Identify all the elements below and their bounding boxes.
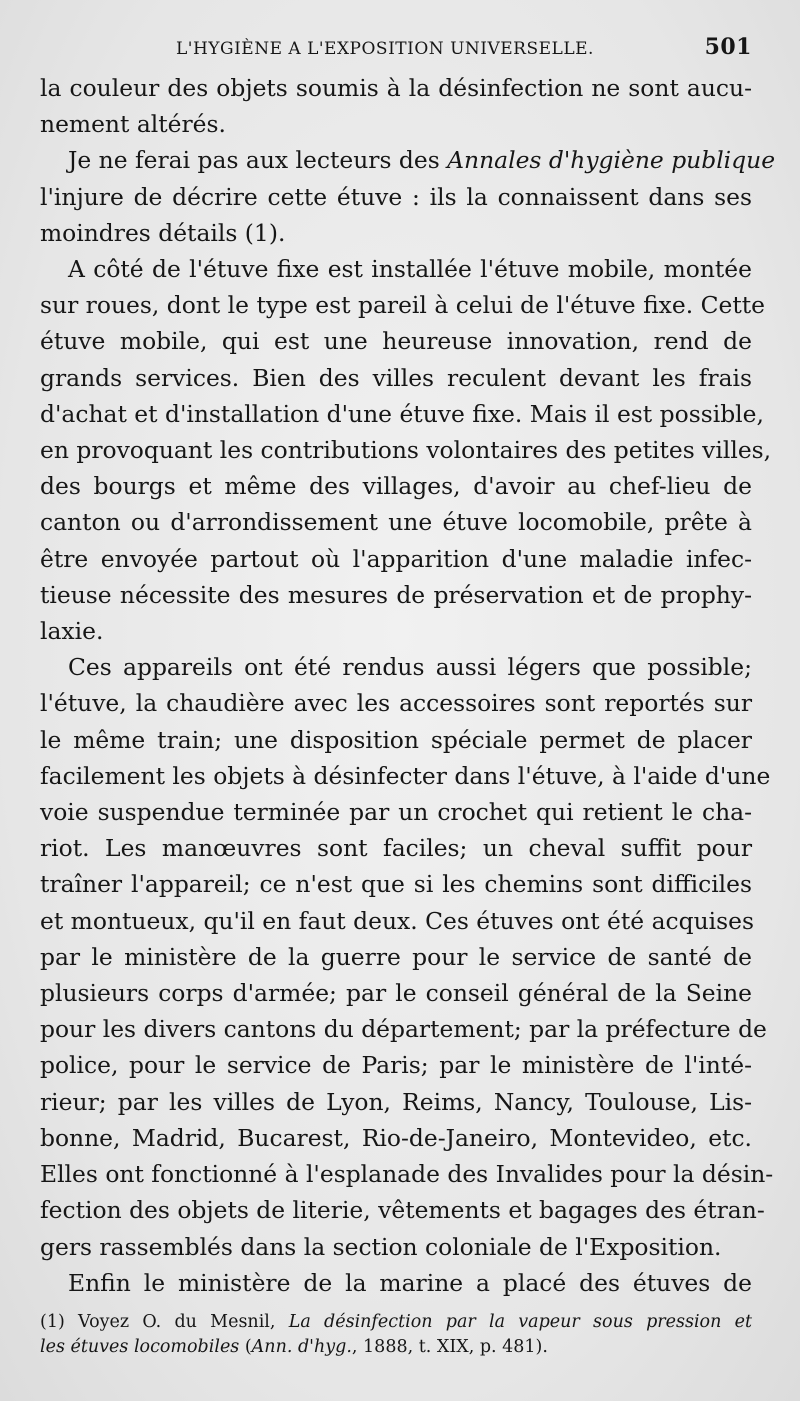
text-line: en provoquant les contributions volontaires des petites villes,	[40, 436, 772, 465]
text-line: traîner l'appareil; ce n'est que si les chemins sont difficiles	[40, 870, 752, 899]
text-line: voie suspendue terminée par un crochet qui retient le cha-	[40, 798, 752, 827]
paragraph-2	[40, 142, 776, 251]
text-line	[40, 142, 776, 178]
footnote-line	[40, 1335, 752, 1360]
text-line: l'étuve, la chaudière avec les accessoires sont reportés sur	[40, 689, 752, 718]
footnote-title: La désinfection par la vapeur sous pression et	[288, 1312, 752, 1332]
text-line: par le ministère de la guerre pour le service de santé de	[40, 942, 752, 971]
text-line: riot. Les manœuvres sont faciles; un cheval suffit pour	[40, 834, 752, 863]
footnote-journal: Ann. d'hyg.	[251, 1337, 352, 1357]
text-line: A côté de l'étuve fixe est installée l'étuve mobile, montée	[68, 255, 752, 284]
text-line: canton ou d'arrondissement une étuve locomobile, prête à	[40, 508, 752, 537]
body-text	[40, 70, 776, 1301]
text-line: gers rassemblés dans la section coloniale de l'Exposition.	[40, 1232, 722, 1261]
text-line: et montueux, qu'il en faut deux. Ces étuves ont été acquises	[40, 906, 754, 935]
page-number: 501	[704, 34, 752, 60]
text-line: facilement les objets à désinfecter dans l'étuve, à l'aide d'une	[40, 761, 771, 790]
footnote-line	[40, 1310, 752, 1335]
footnote-run: , 1888, t. XIX, p. 481).	[351, 1337, 548, 1357]
footnote-run: (1) Voyez O. du Mesnil,	[40, 1312, 289, 1332]
paragraph-5	[40, 1265, 752, 1301]
text-line: moindres détails (1).	[40, 218, 286, 247]
text-line: police, pour le service de Paris; par le ministère de l'inté-	[40, 1051, 752, 1080]
paragraph-1	[40, 70, 752, 142]
text-line: sur roues, dont le type est pareil à celui de l'étuve fixe. Cette	[40, 291, 765, 320]
running-title: L'HYGIÈNE A L'EXPOSITION UNIVERSELLE.	[176, 39, 594, 59]
text-line: plusieurs corps d'armée; par le conseil général de la Seine	[40, 979, 752, 1008]
text-line: le même train; une disposition spéciale permet de placer	[40, 725, 752, 754]
text-line: d'achat et d'installation d'une étuve fixe. Mais il est possible,	[40, 399, 764, 428]
text-line: tieuse nécessite des mesures de préservation et de prophy-	[40, 580, 752, 609]
footnote-title-cont: les étuves locomobiles	[40, 1337, 240, 1357]
text-line: l'injure de décrire cette étuve : ils la connaissent dans ses	[40, 182, 752, 211]
text-line: être envoyée partout où l'apparition d'une maladie infec-	[40, 544, 752, 573]
text-line: la couleur des objets soumis à la désinfection ne sont aucu-	[40, 74, 752, 102]
text-line: étuve mobile, qui est une heureuse innovation, rend de	[40, 327, 752, 356]
text-line: Elles ont fonctionné à l'esplanade des Invalides pour la désin-	[40, 1160, 774, 1189]
journal-title: Annales d'hygiène publique	[447, 146, 776, 175]
text-line: nement altérés.	[40, 110, 226, 139]
running-head	[176, 34, 752, 60]
text-line: des bourgs et même des villages, d'avoir au chef-lieu de	[40, 472, 752, 501]
text-line: rieur; par les villes de Lyon, Reims, Nancy, Toulouse, Lis-	[40, 1087, 752, 1116]
text-line: Enfin le ministère de la marine a placé des étuves de	[68, 1268, 752, 1297]
paragraph-4	[40, 649, 774, 1264]
text-line: Ces appareils ont été rendus aussi légers que possible;	[68, 653, 752, 682]
text-line: grands services. Bien des villes reculent devant les frais	[40, 363, 752, 392]
paragraph-3	[40, 251, 772, 649]
footnote	[40, 1310, 752, 1360]
text-line: pour les divers cantons du département; par la préfecture de	[40, 1015, 767, 1044]
footnote-run: (	[239, 1337, 252, 1357]
text-line: bonne, Madrid, Bucarest, Rio-de-Janeiro, Montevideo, etc.	[40, 1123, 752, 1152]
text-line: laxie.	[40, 617, 104, 646]
text-run: Je ne ferai pas aux lecteurs des	[68, 146, 448, 175]
text-line: fection des objets de literie, vêtements et bagages des étran-	[40, 1196, 765, 1225]
